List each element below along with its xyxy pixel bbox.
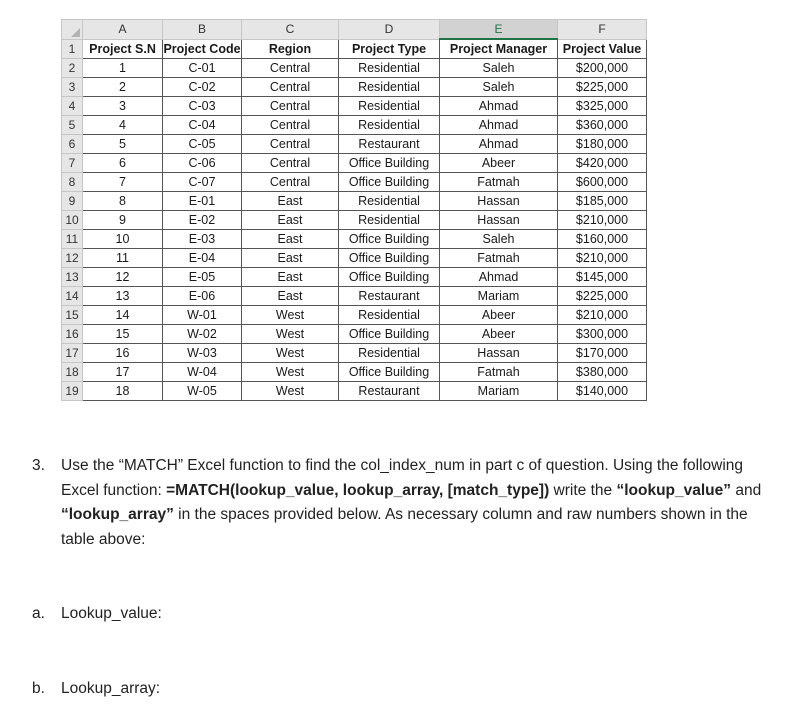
table-row <box>62 230 647 249</box>
table-row <box>62 173 647 192</box>
select-all-corner[interactable] <box>62 20 83 40</box>
lookup-value-term: “lookup_value” <box>616 481 732 499</box>
header-cell[interactable]: Region <box>242 39 339 59</box>
table-cell[interactable]: C-02 <box>163 78 242 97</box>
table-row <box>62 287 647 306</box>
table-cell[interactable]: Restaurant <box>339 382 440 401</box>
table-cell[interactable]: Abeer <box>440 154 558 173</box>
part-a-text: Lookup_value: <box>61 605 162 622</box>
table-cell[interactable]: Fatmah <box>440 249 558 268</box>
table-row <box>62 344 647 363</box>
header-cell[interactable]: Project Manager <box>440 39 558 59</box>
table-row <box>62 154 647 173</box>
table-cell[interactable]: $180,000 <box>558 135 647 154</box>
row-header[interactable]: 12 <box>62 249 83 268</box>
table-cell[interactable]: East <box>242 268 339 287</box>
lookup-array-term: “lookup_array” <box>61 506 174 523</box>
column-letter-a[interactable]: A <box>83 20 163 40</box>
table-cell[interactable]: Residential <box>339 59 440 78</box>
table-header-row <box>62 39 647 59</box>
table-cell[interactable]: $210,000 <box>558 306 647 325</box>
table-cell[interactable]: Mariam <box>440 287 558 306</box>
row-header[interactable]: 19 <box>62 382 83 401</box>
table-row <box>62 192 647 211</box>
table-cell[interactable]: Central <box>242 154 339 173</box>
row-header[interactable]: 3 <box>62 78 83 97</box>
table-cell[interactable]: 16 <box>83 344 163 363</box>
table-cell[interactable]: Ahmad <box>440 268 558 287</box>
table-cell[interactable]: C-01 <box>163 59 242 78</box>
table-cell[interactable]: 7 <box>83 173 163 192</box>
table-cell[interactable]: W-02 <box>163 325 242 344</box>
table-cell[interactable]: West <box>242 363 339 382</box>
row-header-1[interactable]: 1 <box>62 39 83 59</box>
table-cell[interactable]: E-02 <box>163 211 242 230</box>
column-letter-d[interactable]: D <box>339 20 440 40</box>
table-cell[interactable]: 15 <box>83 325 163 344</box>
table-cell[interactable]: $600,000 <box>558 173 647 192</box>
row-header[interactable]: 18 <box>62 363 83 382</box>
table-cell[interactable]: Restaurant <box>339 135 440 154</box>
table-cell[interactable]: Residential <box>339 344 440 363</box>
question-number: 3. <box>32 457 45 474</box>
table-cell[interactable]: C-04 <box>163 116 242 135</box>
table-row <box>62 382 647 401</box>
table-cell[interactable]: Residential <box>339 78 440 97</box>
row-header[interactable]: 10 <box>62 211 83 230</box>
question-text-part-2: write the <box>549 481 617 499</box>
match-formula: =MATCH(lookup_value, lookup_array, [match_type]) <box>166 481 550 499</box>
column-letter-f[interactable]: F <box>558 20 647 40</box>
table-cell[interactable]: $360,000 <box>558 116 647 135</box>
row-header[interactable]: 11 <box>62 230 83 249</box>
table-cell[interactable]: Office Building <box>339 325 440 344</box>
table-cell[interactable]: Hassan <box>440 344 558 363</box>
question-text <box>61 454 781 552</box>
part-b-text: Lookup_array: <box>61 680 161 697</box>
table-cell[interactable]: 9 <box>83 211 163 230</box>
table-cell[interactable]: 6 <box>83 154 163 173</box>
table-cell[interactable]: Saleh <box>440 78 558 97</box>
table-cell[interactable]: 17 <box>83 363 163 382</box>
table-row <box>62 306 647 325</box>
table-cell[interactable]: West <box>242 344 339 363</box>
column-letter-e[interactable]: E <box>440 20 558 40</box>
table-cell[interactable]: Office Building <box>339 363 440 382</box>
table-cell[interactable]: $200,000 <box>558 59 647 78</box>
table-cell[interactable]: $145,000 <box>558 268 647 287</box>
table-row <box>62 363 647 382</box>
table-cell[interactable]: E-06 <box>163 287 242 306</box>
table-row <box>62 249 647 268</box>
row-header[interactable]: 2 <box>62 59 83 78</box>
table-cell[interactable]: 14 <box>83 306 163 325</box>
table-cell[interactable]: Saleh <box>440 59 558 78</box>
table-row <box>62 97 647 116</box>
row-header[interactable]: 16 <box>62 325 83 344</box>
column-letter-c[interactable]: C <box>242 20 339 40</box>
table-cell[interactable]: 5 <box>83 135 163 154</box>
row-header[interactable]: 9 <box>62 192 83 211</box>
table-row <box>62 325 647 344</box>
row-header[interactable]: 13 <box>62 268 83 287</box>
part-b-label: b. <box>32 680 45 697</box>
table-cell[interactable]: $210,000 <box>558 211 647 230</box>
header-cell[interactable]: Project S.N <box>83 39 163 59</box>
table-cell[interactable]: $140,000 <box>558 382 647 401</box>
table-cell[interactable]: Abeer <box>440 325 558 344</box>
row-header[interactable]: 8 <box>62 173 83 192</box>
table-cell[interactable]: $185,000 <box>558 192 647 211</box>
table-cell[interactable]: W-01 <box>163 306 242 325</box>
row-header[interactable]: 7 <box>62 154 83 173</box>
table-cell[interactable]: E-01 <box>163 192 242 211</box>
table-cell[interactable]: Restaurant <box>339 287 440 306</box>
table-cell[interactable]: 3 <box>83 97 163 116</box>
table-cell[interactable]: Fatmah <box>440 173 558 192</box>
table-cell[interactable]: Saleh <box>440 230 558 249</box>
table-cell[interactable]: Hassan <box>440 192 558 211</box>
table-cell[interactable]: W-03 <box>163 344 242 363</box>
table-cell[interactable]: E-05 <box>163 268 242 287</box>
table-cell[interactable]: Central <box>242 116 339 135</box>
table-cell[interactable]: East <box>242 249 339 268</box>
table-cell[interactable]: Office Building <box>339 173 440 192</box>
column-header-row <box>62 20 647 40</box>
question-text-part-3: and <box>731 481 762 499</box>
table-cell[interactable]: $380,000 <box>558 363 647 382</box>
table-cell[interactable]: Mariam <box>440 382 558 401</box>
table-cell[interactable]: 10 <box>83 230 163 249</box>
column-letter-b[interactable]: B <box>163 20 242 40</box>
table-cell[interactable]: Ahmad <box>440 97 558 116</box>
row-header[interactable]: 6 <box>62 135 83 154</box>
table-cell[interactable]: E-04 <box>163 249 242 268</box>
table-cell[interactable]: Office Building <box>339 268 440 287</box>
table-cell[interactable]: W-04 <box>163 363 242 382</box>
table-cell[interactable]: Office Building <box>339 230 440 249</box>
table-cell[interactable]: West <box>242 325 339 344</box>
table-cell[interactable]: East <box>242 287 339 306</box>
row-header[interactable]: 17 <box>62 344 83 363</box>
row-header[interactable]: 15 <box>62 306 83 325</box>
table-cell[interactable]: $170,000 <box>558 344 647 363</box>
table-cell[interactable]: $225,000 <box>558 78 647 97</box>
table-cell[interactable]: 4 <box>83 116 163 135</box>
table-row <box>62 135 647 154</box>
table-cell[interactable]: West <box>242 382 339 401</box>
table-cell[interactable]: C-05 <box>163 135 242 154</box>
table-cell[interactable]: East <box>242 192 339 211</box>
table-cell[interactable]: 11 <box>83 249 163 268</box>
table-cell[interactable]: Hassan <box>440 211 558 230</box>
table-cell[interactable]: 12 <box>83 268 163 287</box>
table-cell[interactable]: 8 <box>83 192 163 211</box>
header-cell[interactable]: Project Value <box>558 39 647 59</box>
table-cell[interactable]: $160,000 <box>558 230 647 249</box>
table-cell[interactable]: C-06 <box>163 154 242 173</box>
table-cell[interactable]: C-07 <box>163 173 242 192</box>
table-cell[interactable]: $300,000 <box>558 325 647 344</box>
table-cell[interactable]: East <box>242 211 339 230</box>
table-cell[interactable]: Central <box>242 78 339 97</box>
table-cell[interactable]: Residential <box>339 97 440 116</box>
table-cell[interactable]: $325,000 <box>558 97 647 116</box>
table-row <box>62 59 647 78</box>
table-cell[interactable]: Residential <box>339 306 440 325</box>
table-cell[interactable]: Central <box>242 135 339 154</box>
table-cell[interactable]: Ahmad <box>440 116 558 135</box>
table-row <box>62 78 647 97</box>
table-cell[interactable]: Residential <box>339 211 440 230</box>
table-cell[interactable]: C-03 <box>163 97 242 116</box>
table-cell[interactable]: Office Building <box>339 154 440 173</box>
table-row <box>62 116 647 135</box>
table-cell[interactable]: Central <box>242 59 339 78</box>
table-cell[interactable]: Ahmad <box>440 135 558 154</box>
table-cell[interactable]: Abeer <box>440 306 558 325</box>
table-cell[interactable]: Fatmah <box>440 363 558 382</box>
question-text-part-1: Use the “MATCH” Excel function to find the col_index_num in part c of question. Using the following Excel function: <box>61 457 744 499</box>
header-cell[interactable]: Project Type <box>339 39 440 59</box>
table-row <box>62 268 647 287</box>
table-cell[interactable]: 13 <box>83 287 163 306</box>
table-cell[interactable]: W-05 <box>163 382 242 401</box>
table-cell[interactable]: West <box>242 306 339 325</box>
table-cell[interactable]: Residential <box>339 116 440 135</box>
header-cell[interactable]: Project Code <box>163 39 242 59</box>
table-row <box>62 211 647 230</box>
table-cell[interactable]: Central <box>242 97 339 116</box>
table-cell[interactable]: East <box>242 230 339 249</box>
table-cell[interactable]: Residential <box>339 192 440 211</box>
table-cell[interactable]: 2 <box>83 78 163 97</box>
table-cell[interactable]: 18 <box>83 382 163 401</box>
table-cell[interactable]: $210,000 <box>558 249 647 268</box>
table-cell[interactable]: 1 <box>83 59 163 78</box>
row-header[interactable]: 4 <box>62 97 83 116</box>
table-cell[interactable]: Central <box>242 173 339 192</box>
spreadsheet-table <box>61 19 647 401</box>
row-header[interactable]: 5 <box>62 116 83 135</box>
question-text-part-4: in the spaces provided below. As necessary column and raw numbers shown in the table above: <box>61 506 748 548</box>
part-a-label: a. <box>32 605 45 622</box>
table-cell[interactable]: $225,000 <box>558 287 647 306</box>
table-cell[interactable]: $420,000 <box>558 154 647 173</box>
row-header[interactable]: 14 <box>62 287 83 306</box>
table-cell[interactable]: Office Building <box>339 249 440 268</box>
table-cell[interactable]: E-03 <box>163 230 242 249</box>
